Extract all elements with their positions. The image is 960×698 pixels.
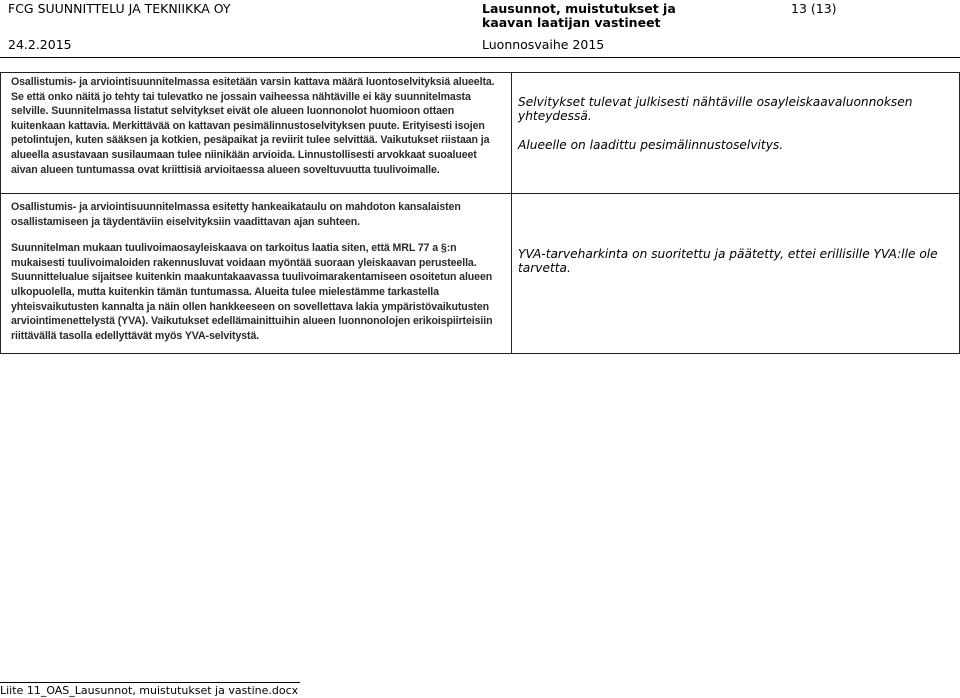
comment-paragraph: Suunnitelman mukaan tuulivoimaosayleiskaava on tarkoitus laatia siten, että MRL 77 a §:n mukaisesti tuulivoimaloiden rakennusluvat voidaan myöntää suoraan yleiskaavan perusteella. Suunnittelualue sijaitsee kuitenkin maakuntakaavassa tuulivoimarakentamiseen osoitetun alueen ulkopuolella, mutta kuitenkin tämän tuntumassa. Alueita tulee mielestämme tarkastella yhteisvaikutusten kannalta ja näin ollen hankkeeseen on sovellettava lakia ympäristövaikutusten arviointimenettelystä (YVA). Vaikutukset edellämainittuihin alueen luonnonolojen erikoispiirteisiin riittävällä tasolla edellyttävät myös YVA-selvitystä.	[11, 242, 493, 342]
response-cell	[512, 73, 960, 194]
document-date: 24.2.2015	[8, 37, 72, 52]
scanned-comment	[1, 194, 511, 343]
response-text	[512, 73, 959, 152]
response-text	[512, 194, 959, 276]
comment-paragraph: Osallistumis- ja arviointisuunnitelmassa esitetään varsin kattava määrä luontoselvityksiä alueelta. Se että onko näitä jo tehty tai tulevatko ne jossain vaiheessa nähtäville ei käy suunnitelmasta selville. Suunnitelmassa listatut selvitykset eivät ole alueen luonnonolot huomioon ottaen kuitenkaan kattavia. Merkittävää on kattavan pesimälinnustoselvityksen puute. Erityisesti isojen petolintujen, kuten sääksen ja kotkien, pesäpaikat ja reviirit tulee selvittää. Vaikutukset riistaan ja alueella asustavaan susilaumaan tulee niinikään arvioida. Linnustollisesti arvokkaat suoalueet aivan alueen tuntumassa ovat kriittisiä arvioitaessa alueen soveltuvuutta tuulivoimalle.	[11, 76, 495, 176]
comment-cell	[1, 194, 512, 354]
footer-filename: Liite 11_OAS_Lausunnot, muistutukset ja vastine.docx	[0, 684, 299, 697]
comment-paragraph: Osallistumis- ja arviointisuunnitelmassa esitetty hankeaikataulu on mahdoton kansalaisten osallistamiseen ja täydentäviin eiselvityksiin vaadittavan ajan suhteen.	[11, 201, 461, 228]
table-row	[1, 73, 960, 194]
footer-divider	[0, 682, 300, 683]
response-paragraph: YVA-tarveharkinta on suoritettu ja päätetty, ettei erillisille YVA:lle ole tarvetta.	[518, 247, 938, 276]
company-name: FCG SUUNNITTELU JA TEKNIIKKA OY	[8, 1, 231, 16]
table-row	[1, 194, 960, 354]
response-paragraph: Alueelle on laadittu pesimälinnustoselvitys.	[518, 137, 784, 152]
document-title-line1: Lausunnot, muistutukset ja	[482, 1, 676, 16]
comment-cell	[1, 73, 512, 194]
page-number: 13 (13)	[791, 1, 837, 16]
document-title-line2: kaavan laatijan vastineet	[482, 15, 661, 30]
header-divider	[0, 57, 960, 58]
comments-table	[0, 72, 960, 354]
response-cell	[512, 194, 960, 354]
response-paragraph: Selvitykset tulevat julkisesti nähtäville osayleiskaavaluonnoksen yhteydessä.	[518, 95, 913, 124]
document-phase: Luonnosvaihe 2015	[482, 37, 605, 52]
scanned-comment	[1, 73, 511, 177]
